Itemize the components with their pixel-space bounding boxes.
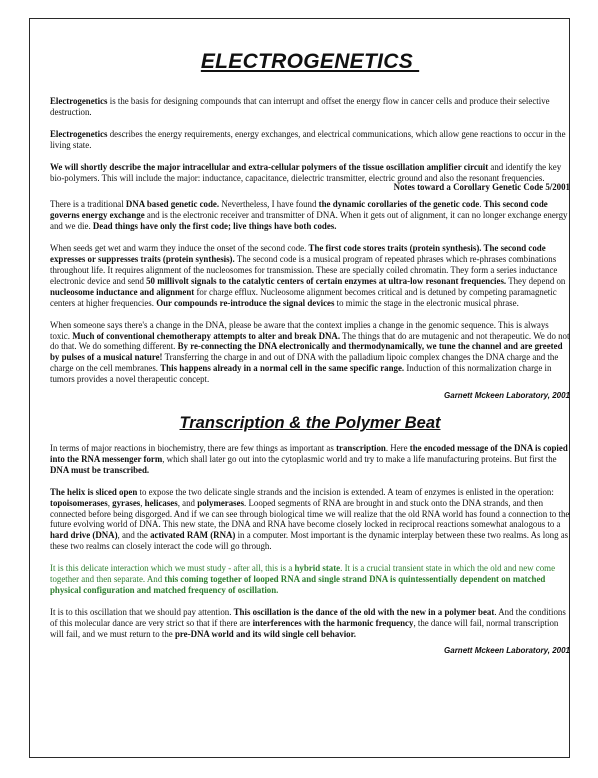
bold-text-run: polymerases bbox=[197, 497, 245, 508]
bold-text-run: hybrid state bbox=[294, 563, 341, 574]
bold-text-run: DNA must be transcribed. bbox=[50, 464, 150, 475]
paragraph-hybrid-state bbox=[50, 563, 570, 596]
text-run: In terms of major reactions in biochemistry, there are few things as important as bbox=[50, 443, 337, 454]
text-run: The things that do are mutagenic and not therapeutic. We do not do that. We do something different. bbox=[50, 330, 570, 352]
text-run: for charge efflux. Nucleosome alignment becomes critical and is detuned by competing paramagnetic centers at higher frequencies. bbox=[50, 286, 557, 308]
text-run: It is this delicate interaction which we must study - after all, this is a bbox=[50, 563, 295, 574]
paragraph-second-code bbox=[50, 243, 570, 308]
text-run: , bbox=[107, 497, 113, 508]
bold-text-run: Much of conventional chemotherapy attempts to alter and break DNA. bbox=[72, 330, 341, 341]
bold-text-run: interferences with the harmonic frequency bbox=[252, 617, 414, 628]
bold-text-run: Our compounds re-introduce the signal devices bbox=[156, 297, 335, 308]
bold-text-run: This oscillation is the dance of the old with the new in a polymer beat bbox=[233, 606, 495, 617]
paragraph-helix bbox=[50, 487, 570, 552]
bold-text-run: helicases bbox=[144, 497, 178, 508]
text-run: describes the energy requirements, energy exchanges, and electrical communications, which allow gene reactions to occur in the living state. bbox=[50, 128, 566, 150]
bold-text-run: Electrogenetics bbox=[50, 96, 108, 106]
bold-text-run: 50 millivolt signals to the catalytic centers of certain enzymes at ultra-low resonant frequencies. bbox=[146, 275, 507, 286]
text-run: . bbox=[479, 199, 484, 210]
paragraph-transcription bbox=[50, 443, 570, 476]
bold-text-run: The helix is sliced open bbox=[50, 486, 138, 497]
bold-text-run: nucleosome inductance and alignment bbox=[50, 286, 195, 297]
document-body bbox=[50, 50, 570, 655]
text-run: . It is a crucial transient state in which the old and new come together and then separate. And bbox=[50, 563, 556, 585]
text-run: Nevertheless, I have found bbox=[219, 199, 319, 210]
text-run: . Here bbox=[385, 443, 410, 454]
text-run: in a computer. Most important is the dynamic interplay between these two realms. As long as these two realms can closely interact the code will go through. bbox=[50, 530, 569, 552]
section-heading-transcription: Transcription & the Polymer Beat bbox=[179, 414, 441, 433]
bold-text-run: This happens already in a normal cell in the same specific range. bbox=[160, 363, 405, 374]
text-run: It is to this oscillation that we should pay attention. bbox=[50, 606, 234, 617]
paragraph-genetic-code bbox=[50, 199, 570, 232]
page-title: ELECTROGENETICS bbox=[200, 50, 420, 73]
paragraph-polymers bbox=[50, 162, 570, 184]
paragraph-dna-change bbox=[50, 320, 570, 385]
bold-text-run: By re-connecting the DNA electronically and thermodynamically, we tune the channel and are greeted by pulses of a musical nature! bbox=[50, 341, 563, 363]
text-run: The second code is a musical program of repeated phrases which re-phrases combinations throughout life. It requires alignment of the nucleosomes for transmission. These are specially coiled chromatin. They form a series inductance electronic device and send bbox=[50, 254, 558, 286]
bold-text-run: hard drive (DNA) bbox=[50, 530, 118, 541]
signature-section2: Garnett Mckeen Laboratory, 2001 bbox=[444, 645, 570, 655]
bold-text-run: The first code stores traits (protein synthesis). The second code expresses or suppresses traits (protein synthesis). bbox=[50, 243, 546, 265]
text-run: When seeds get wet and warm they induce the onset of the second code. bbox=[50, 243, 309, 254]
text-run: and is the electronic receiver and transmitter of DNA. When it gets out of alignment, it can no longer exchange energy and we die. bbox=[50, 210, 568, 232]
text-run: Induction of this normalization charge in tumors provides a novel therapeutic concept. bbox=[50, 363, 552, 385]
text-run: and identify the key bio-polymers. This will include the major: inductance, capacitance, dielectric transmitter, electric ground and also the resonant frequencies. bbox=[50, 161, 562, 183]
paragraph-electrogenetics-intro bbox=[50, 96, 570, 118]
bold-text-run: the encoded message of the DNA is copied into the RNA messenger form bbox=[50, 443, 568, 464]
bold-text-run: gyrases bbox=[112, 497, 141, 508]
text-run: is the basis for designing compounds that can interrupt and offset the energy flow in cancer cells and produce their selective destruction. bbox=[50, 96, 550, 117]
bold-text-run: the dynamic corollaries of the genetic code bbox=[318, 199, 480, 210]
notes-heading: Notes toward a Corollary Genetic Code 5/2001 bbox=[393, 182, 570, 193]
bold-text-run: topoisomerases bbox=[50, 497, 108, 508]
paragraph-oscillation bbox=[50, 607, 570, 640]
text-run: , which shall later go out into the cytoplasmic world and try to make a life manufacturing proteins. But first the bbox=[162, 453, 557, 464]
text-run: , the dance will fail, normal transcription will fail, and we must return to the bbox=[50, 617, 559, 639]
text-run: . Looped segments of RNA are brought in and stuck onto the DNA strands, and then connected before being disgorged. And if we can see through biological time we will realize that the old RNA world has found a connection to the future evolving world of DNA. This new state, the DNA and RNA have become closely locked in reciprocal reactions somewhat analogous to a bbox=[50, 497, 570, 530]
paragraph-electrogenetics-description bbox=[50, 129, 570, 151]
signature-section1: Garnett Mckeen Laboratory, 2001 bbox=[444, 391, 570, 401]
bold-text-run: We will shortly describe the major intracellular and extra-cellular polymers of the tissue oscillation amplifier circuit bbox=[50, 161, 489, 172]
text-run: When someone says there's a change in the DNA, please be aware that the context implies a change in the genomic sequence. This is always toxic. bbox=[50, 319, 549, 341]
text-run: Transferring the charge in and out of DNA with the palladium lipoic complex changes the DNA charge and the charge on the cell membranes. bbox=[50, 352, 559, 374]
bold-text-run: DNA based genetic code. bbox=[125, 199, 220, 210]
text-run: , bbox=[140, 497, 145, 508]
text-run: to expose the two delicate single strands and the incision is extended. A team of enzymes is enlisted in the operation: bbox=[137, 486, 554, 497]
bold-text-run: pre-DNA world and its wild single cell behavior. bbox=[174, 628, 356, 639]
text-run: , and bbox=[177, 497, 198, 508]
bold-text-run: Electrogenetics bbox=[50, 128, 108, 139]
bold-text-run: activated RAM (RNA) bbox=[150, 530, 236, 541]
text-run: They depend on bbox=[506, 275, 566, 286]
bold-text-run: Dead things have only the first code; live things have both codes. bbox=[92, 221, 337, 232]
text-run: . And the conditions of this molecular dance are very strict so that if there are bbox=[50, 606, 566, 628]
bold-text-run: this coming together of looped RNA and single strand DNA is quintessentially dependent on matched physical configuration and matched frequency of oscillation. bbox=[50, 574, 546, 595]
text-run: , and the bbox=[117, 530, 151, 541]
text-run: to mimic the stage in the electronic musical phrase. bbox=[334, 297, 519, 308]
bold-text-run: This second code governs energy exchange bbox=[50, 199, 548, 221]
bold-text-run: transcription bbox=[336, 443, 386, 454]
text-run: There is a traditional bbox=[50, 199, 126, 210]
